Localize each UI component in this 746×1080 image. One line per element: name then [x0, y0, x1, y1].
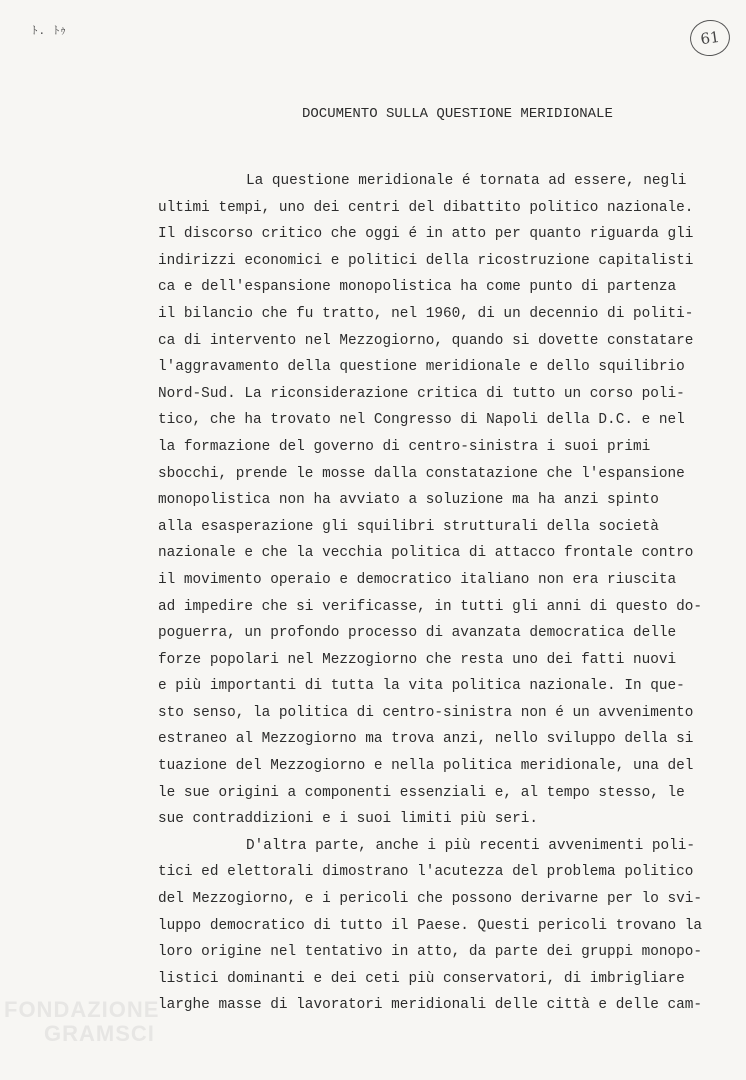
- text-line: poguerra, un profondo processo di avanzata democratica delle: [158, 625, 677, 642]
- paragraph: [158, 168, 718, 833]
- text-line: estraneo al Mezzogiorno ma trova anzi, nello sviluppo della si: [158, 731, 694, 748]
- watermark-line1: FONDAZIONE: [4, 997, 160, 1022]
- text-line: il bilancio che fu tratto, nel 1960, di un decennio di politi-: [158, 305, 694, 322]
- text-line: sbocchi, prende le mosse dalla constatazione che l'espansione: [158, 465, 685, 482]
- text-line: ad impedire che si verificasse, in tutti gli anni di questo do-: [158, 598, 703, 615]
- text-line: tuazione del Mezzogiorno e nella politica meridionale, una del: [158, 758, 694, 775]
- text-line: D'altra parte, anche i più recenti avvenimenti poli-: [246, 837, 696, 854]
- text-line: del Mezzogiorno, e i pericoli che possono derivarne per lo svi-: [158, 891, 703, 908]
- text-line: luppo democratico di tutto il Paese. Questi pericoli trovano la: [158, 917, 703, 934]
- text-line: larghe masse di lavoratori meridionali delle città e delle cam-: [158, 997, 703, 1014]
- watermark-line2: GRAMSCI: [44, 1021, 155, 1046]
- corner-mark: ﾄ. ﾄｩ: [32, 26, 67, 38]
- text-line: tici ed elettorali dimostrano l'acutezza del problema politico: [158, 864, 694, 881]
- document-body: [158, 168, 718, 1019]
- text-line: alla esasperazione gli squilibri strutturali della società: [158, 518, 659, 535]
- archive-watermark: [4, 998, 159, 1046]
- text-line: Nord-Sud. La riconsiderazione critica di tutto un corso poli-: [158, 385, 685, 402]
- text-line: ca di intervento nel Mezzogiorno, quando si dovette constatare: [158, 332, 694, 349]
- text-line: loro origine nel tentativo in atto, da parte dei gruppi monopo-: [158, 944, 703, 961]
- text-line: ultimi tempi, uno dei centri del dibattito politico nazionale.: [158, 199, 694, 216]
- text-line: il movimento operaio e democratico italiano non era riuscita: [158, 571, 677, 588]
- text-line: La questione meridionale é tornata ad essere, negli: [246, 173, 687, 189]
- page-number-circle: 61: [688, 17, 733, 58]
- text-line: tico, che ha trovato nel Congresso di Napoli della D.C. e nel: [158, 412, 685, 429]
- text-line: Il discorso critico che oggi é in atto per quanto riguarda gli: [158, 226, 694, 243]
- text-line: forze popolari nel Mezzogiorno che resta uno dei fatti nuovi: [158, 651, 677, 668]
- document-title: DOCUMENTO SULLA QUESTIONE MERIDIONALE: [302, 106, 613, 122]
- text-line: nazionale e che la vecchia politica di attacco frontale contro: [158, 545, 694, 562]
- text-line: monopolistica non ha avviato a soluzione ma ha anzi spinto: [158, 492, 659, 509]
- text-line: indirizzi economici e politici della ricostruzione capitalisti: [158, 252, 694, 269]
- text-line: ca e dell'espansione monopolistica ha come punto di partenza: [158, 279, 677, 296]
- text-line: la formazione del governo di centro-sinistra i suoi primi: [158, 438, 651, 455]
- text-line: e più importanti di tutta la vita politica nazionale. In que-: [158, 678, 685, 695]
- paragraph: [158, 833, 718, 1019]
- text-line: sto senso, la politica di centro-sinistra non é un avvenimento: [158, 704, 694, 721]
- text-line: sue contraddizioni e i suoi limiti più seri.: [158, 811, 538, 828]
- text-line: l'aggravamento della questione meridionale e dello squilibrio: [158, 359, 685, 376]
- text-line: le sue origini a componenti essenziali e, al tempo stesso, le: [158, 784, 685, 801]
- text-line: listici dominanti e dei ceti più conservatori, di imbrigliare: [158, 970, 685, 987]
